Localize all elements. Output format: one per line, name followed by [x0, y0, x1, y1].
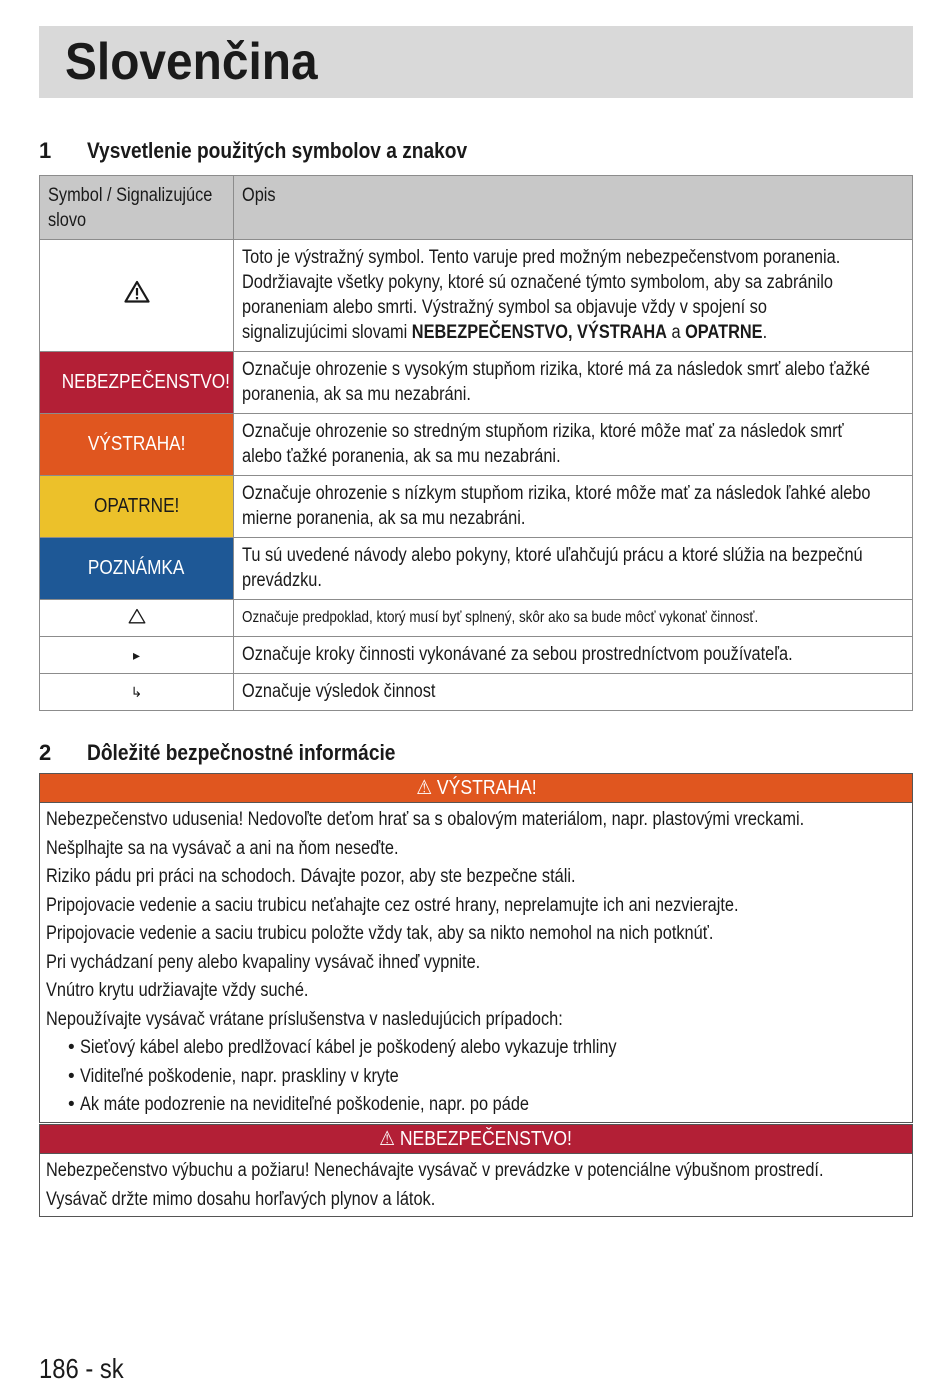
symbols-table	[39, 175, 913, 711]
description-cell: Toto je výstražný symbol. Tento varuje pred možným nebezpečenstvom poranenia. Dodržiavajte všetky pokyny, ktoré sú označené týmto symbolom, aby sa zabránilo poraneniam alebo smrti. Výstražný symbol sa objavuje vždy v spojení so signalizujúcimi slovami NEBEZPEČENSTVO, VÝSTRAHA a OPATRNE.	[234, 240, 913, 352]
table-row	[40, 637, 913, 674]
section-title: Dôležité bezpečnostné informácie	[87, 740, 396, 765]
warning-line: Nešplhajte sa na vysávač a ani na ňom neseďte.	[46, 837, 399, 859]
result-arrow-icon: ↳	[40, 674, 234, 711]
table-row	[40, 538, 913, 600]
warning-line: Nepoužívajte vysávač vrátane príslušenstva v nasledujúcich prípadoch:	[46, 1008, 563, 1030]
warning-line: Pripojovacie vedenie a saciu trubicu neťahajte cez ostré hrany, neprelamujte ich ani nezvierajte.	[46, 894, 739, 916]
danger-box-title: ⚠ NEBEZPEČENSTVO!	[40, 1125, 912, 1153]
description-cell: Označuje ohrozenie s vysokým stupňom rizika, ktoré má za následok smrť alebo ťažké poranenia, ak sa mu nezabráni.	[234, 352, 913, 414]
section-title: Vysvetlenie použitých symbolov a znakov	[87, 138, 468, 163]
warning-line: Pripojovacie vedenie a saciu trubicu položte vždy tak, aby sa nikto nemohol na nich potknúť.	[46, 923, 714, 944]
description-cell: Označuje kroky činnosti vykonávané za sebou prostredníctvom používateľa.	[234, 637, 913, 674]
table-row	[40, 674, 913, 711]
warning-triangle-icon	[124, 280, 150, 310]
warning-line: Pri vychádzaní peny alebo kvapaliny vysávač ihneď vypnite.	[46, 951, 481, 973]
description-cell: Označuje predpoklad, ktorý musí byť splnený, skôr ako sa bude môcť vykonať činnosť.	[234, 600, 913, 637]
section-number: 2	[39, 740, 52, 765]
column-header-description: Opis	[234, 176, 913, 240]
symbol-cell	[40, 600, 234, 637]
page-number: 186 - sk	[39, 1353, 124, 1384]
signal-word-danger: NEBEZPEČENSTVO!	[40, 352, 234, 414]
warning-line: Nebezpečenstvo udusenia! Nedovoľte deťom hrať sa s obalovým materiálom, napr. plastovými vreckami.	[46, 809, 805, 830]
table-row	[40, 600, 913, 637]
table-row	[40, 476, 913, 538]
bullet-item: • Sieťový kábel alebo predlžovací kábel je poškodený alebo vykazuje trhliny	[46, 1034, 906, 1063]
danger-line: Nebezpečenstvo výbuchu a požiaru! Nenechávajte vysávač v prevádzke v potenciálne výbušnom prostredí.	[46, 1160, 824, 1181]
table-row	[40, 240, 913, 352]
step-arrow-icon: ▸	[40, 637, 234, 674]
section-number: 1	[39, 138, 52, 163]
table-row	[40, 352, 913, 414]
warning-box-body	[40, 802, 912, 1122]
symbol-cell	[40, 240, 234, 352]
outline-triangle-icon	[128, 606, 146, 631]
warning-box-title: ⚠ VÝSTRAHA!	[40, 774, 912, 802]
danger-line: Vysávač držte mimo dosahu horľavých plynov a látok.	[46, 1188, 436, 1210]
signal-word-caution: OPATRNE!	[40, 476, 234, 538]
description-cell: Označuje výsledok činnost	[234, 674, 913, 711]
bullet-item: • Viditeľné poškodenie, napr. praskliny v kryte	[46, 1063, 906, 1092]
warning-line: Riziko pádu pri práci na schodoch. Dávajte pozor, aby ste bezpečne stáli.	[46, 866, 576, 887]
warning-box	[39, 773, 913, 1123]
column-header-symbol: Symbol / Signalizujúce slovo	[40, 176, 234, 240]
description-cell: Označuje ohrozenie so stredným stupňom rizika, ktoré môže mať za následok smrť alebo ťažké poranenia, ak sa mu nezabráni.	[234, 414, 913, 476]
bullet-item: • Ak máte podozrenie na neviditeľné poškodenie, napr. po páde	[46, 1091, 906, 1120]
description-cell: Tu sú uvedené návody alebo pokyny, ktoré uľahčujú prácu a ktoré slúžia na bezpečnú prevádzku.	[234, 538, 913, 600]
page-title: Slovenčina	[39, 26, 913, 98]
table-header-row	[40, 176, 913, 240]
danger-box	[39, 1124, 913, 1217]
signal-word-note: POZNÁMKA	[40, 538, 234, 600]
description-cell: Označuje ohrozenie s nízkym stupňom rizika, ktoré môže mať za následok ľahké alebo mierne poranenia, ak sa mu nezabráni.	[234, 476, 913, 538]
danger-box-body	[40, 1153, 912, 1216]
signal-word-warning: VÝSTRAHA!	[40, 414, 234, 476]
warning-line: Vnútro krytu udržiavajte vždy suché.	[46, 980, 309, 1001]
table-row	[40, 414, 913, 476]
